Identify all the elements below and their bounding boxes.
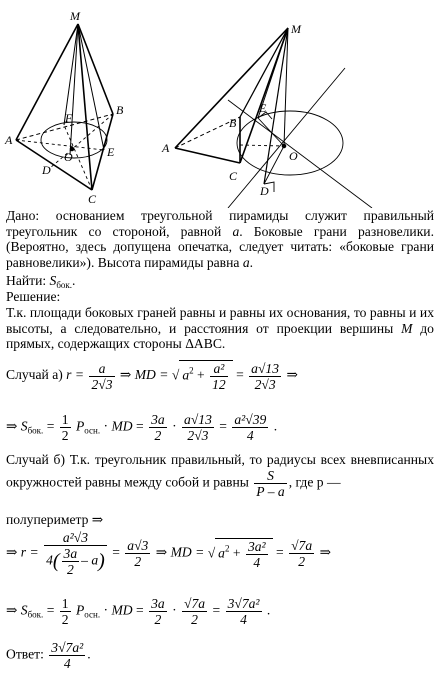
case-a-frac-1-den: 2√3 xyxy=(91,376,113,392)
given-var-a2: a xyxy=(242,254,250,270)
case-a-r: r = xyxy=(66,367,85,383)
given-text: основанием треугольной пирамиды служит правильный треугольник со стороной, равной xyxy=(6,208,435,239)
case-b-line-1 xyxy=(6,530,331,577)
case-a2-dot-2: · xyxy=(172,418,177,434)
case-a-frac-1 xyxy=(89,361,114,392)
left-pyramid-figure xyxy=(16,24,113,190)
case-a2-half xyxy=(60,412,71,443)
case-b2-end: . xyxy=(266,602,271,618)
case-b1-sq-frac xyxy=(246,539,268,570)
case-a2-arrow: ⇒ xyxy=(6,418,18,434)
case-b1-eq: = xyxy=(112,544,120,560)
case-b1-plus: + xyxy=(232,545,241,561)
case-a-arrow: ⇒ xyxy=(119,367,132,383)
case-b-frac-den: P – a xyxy=(256,483,285,499)
case-b-text: Случай б) Т.к. треугольник правильный, то радиусы всех вневписанных окружностей равны между собой и равны xyxy=(6,452,434,490)
given-var-a: a xyxy=(232,223,240,239)
given-dot: . xyxy=(249,254,254,270)
case-b1-inner-frac xyxy=(62,546,80,577)
find-label: Найти: xyxy=(6,273,47,288)
case-a-md: MD = xyxy=(134,367,169,383)
right-pyramid-figure xyxy=(175,28,372,208)
case-a2-end: . xyxy=(273,418,278,434)
case-b1-inner-den: 2 xyxy=(62,561,80,577)
answer-line xyxy=(6,640,91,671)
solution-text: Т.к. площади боковых граней равны и равны их основания, то равны и их высоты, а следовательно, и расстояния от проекции вершины xyxy=(6,305,434,336)
case-a2-md: MD xyxy=(111,418,133,434)
case-b2-dot: · xyxy=(103,602,109,618)
case-b2-half xyxy=(60,596,71,627)
left-label-d: D xyxy=(42,163,51,177)
case-b2-f1-den: 2 xyxy=(149,611,167,627)
case-a2-eq2: = xyxy=(136,418,144,434)
case-a2-eq3: = xyxy=(219,418,227,434)
answer-den: 4 xyxy=(49,655,85,671)
case-b2-eq2: = xyxy=(136,602,144,618)
right-label-e: E xyxy=(259,101,267,115)
case-b2-eq3: = xyxy=(212,602,221,618)
case-a2-f2-num: a√13 xyxy=(184,412,212,427)
case-b2-f2-den: 2 xyxy=(182,611,207,627)
figures xyxy=(0,0,441,208)
case-a-frac-2-den: 12 xyxy=(212,377,226,392)
left-label-b: B xyxy=(116,103,124,117)
case-b1-r-frac xyxy=(289,538,314,569)
case-b1-r: r = xyxy=(20,544,39,560)
case-a-sqrt: √ $a^2$ + $\frac{\text{a²}}{12}$ xyxy=(172,360,233,392)
solution-label: Решение: xyxy=(6,289,61,304)
right-label-a: A xyxy=(162,141,170,155)
left-label-c: C xyxy=(88,192,97,206)
case-b2-sub: бок. xyxy=(27,609,44,620)
case-b-frac xyxy=(254,468,286,499)
case-b1-big-num: a²√3 xyxy=(62,530,89,545)
case-a2-psub: осн. xyxy=(84,425,101,436)
case-b1-f-num: a√3 xyxy=(127,538,149,553)
case-b2-f1 xyxy=(149,596,167,627)
case-a2-half-den: 2 xyxy=(61,428,69,443)
case-a2-f3 xyxy=(232,412,268,443)
left-label-f: F xyxy=(65,111,73,125)
case-b1-sq-den: 4 xyxy=(246,554,268,570)
case-b2-eq: = xyxy=(46,602,55,618)
case-b2-f1-num: 3a xyxy=(151,596,165,611)
solution-paragraph xyxy=(6,305,434,352)
case-b1-frac xyxy=(125,538,150,569)
case-b2-f2-num: √7a xyxy=(184,596,206,611)
case-a-label: Случай а) xyxy=(6,367,63,383)
case-a2-f2-den: 2√3 xyxy=(182,427,214,443)
case-a2-f3-num: a²√39 xyxy=(234,412,267,427)
case-b2-half-num: 1 xyxy=(61,596,69,611)
case-b2-half-den: 2 xyxy=(61,612,69,627)
case-b1-big-frac xyxy=(44,530,107,577)
find-s: S xyxy=(49,273,57,288)
case-b2-p: P xyxy=(75,602,85,618)
case-a2-dot: · xyxy=(103,418,109,434)
case-b1-arrow: ⇒ xyxy=(6,544,18,560)
case-a2-p: P xyxy=(75,418,85,434)
case-b-paragraph xyxy=(6,452,434,499)
case-b1-sqrt: √ $a^2$ + $\frac{\text{3a²}}{4}$ xyxy=(208,538,273,570)
case-b1-minus-a: – a xyxy=(81,552,99,568)
case-a2-sub: бок. xyxy=(27,425,44,436)
case-b2-f3-den: 4 xyxy=(226,611,262,627)
answer-end: . xyxy=(87,646,91,662)
case-b-frac-num: S xyxy=(267,467,274,483)
find-dot: . xyxy=(72,273,76,288)
left-label-e: E xyxy=(107,145,115,159)
case-a-frac-3 xyxy=(249,361,281,392)
case-b2-f2 xyxy=(182,596,207,627)
case-b1-big-den-4: 4 xyxy=(46,552,53,568)
given-paragraph xyxy=(6,208,434,270)
case-a-sqrt-plus: + xyxy=(197,367,205,383)
case-b1-r-den: 2 xyxy=(289,553,314,569)
case-a2-half-num: 1 xyxy=(61,412,69,427)
case-a-frac-2-num: a² xyxy=(213,361,225,376)
case-b1-md: MD = xyxy=(170,544,205,560)
case-a2-s: S xyxy=(20,418,28,434)
case-a-frac-2 xyxy=(210,361,228,392)
case-a-frac-1-num: a xyxy=(98,360,106,376)
case-b2-psub: осн. xyxy=(84,609,101,620)
case-a-frac-3-num: a√13 xyxy=(251,360,280,376)
case-b1-inner-num: 3a xyxy=(63,546,78,561)
case-a2-eq: = xyxy=(46,418,55,434)
case-b2-s: S xyxy=(20,602,28,618)
given-label: Дано: xyxy=(6,208,40,223)
solution-text-2: до прямых, содержащих стороны ΔABC. xyxy=(6,320,434,351)
case-b1-sq-a: a xyxy=(218,545,225,561)
case-b1-f-den: 2 xyxy=(125,553,150,569)
right-label-m: M xyxy=(291,22,301,36)
case-b1-sq-num: 3a² xyxy=(247,538,266,554)
case-a-line-1 xyxy=(6,360,298,392)
case-b-text-3: полупериметр ⇒ xyxy=(6,512,104,527)
case-a-eq: = xyxy=(236,367,244,383)
case-b2-md: MD xyxy=(111,602,133,618)
find-sub: бок. xyxy=(56,280,73,290)
solution-m: M xyxy=(401,320,413,336)
case-a2-f3-den: 4 xyxy=(232,427,268,443)
left-label-o: O xyxy=(64,150,73,164)
case-b2-f3-num: 3√7a² xyxy=(227,596,260,611)
right-label-b: B xyxy=(229,116,237,130)
answer-frac xyxy=(49,640,85,671)
case-b1-arrow-2: ⇒ xyxy=(155,544,168,560)
right-label-o: O xyxy=(289,149,298,163)
right-label-c: C xyxy=(229,169,238,183)
left-label-a: A xyxy=(5,133,13,147)
case-a2-f1-den: 2 xyxy=(149,427,167,443)
left-label-m: M xyxy=(70,9,80,23)
right-label-d: D xyxy=(260,184,269,198)
case-b1-r-num: √7a xyxy=(291,538,313,553)
case-a2-f2 xyxy=(182,412,214,443)
case-b-text-2: , где p — xyxy=(288,474,341,490)
case-a-arrow-2: ⇒ xyxy=(286,367,298,383)
case-b-line-2 xyxy=(6,596,270,627)
answer-num: 3√7a² xyxy=(51,640,84,655)
case-a2-f1 xyxy=(149,412,167,443)
case-b1-eq2: = xyxy=(276,544,284,560)
case-a-line-2 xyxy=(6,412,277,443)
case-b2-f3 xyxy=(226,596,262,627)
case-b2-dot-2: · xyxy=(172,602,177,618)
case-b2-arrow: ⇒ xyxy=(6,602,18,618)
case-a-frac-3-den: 2√3 xyxy=(249,376,281,392)
case-b1-arrow-3: ⇒ xyxy=(319,544,331,560)
case-a-sqrt-a: a xyxy=(182,367,190,383)
answer-label: Ответ: xyxy=(6,646,44,662)
case-b1-big-den: 4( $\frac{3a}{2}$ – a) xyxy=(46,546,105,577)
case-a2-f1-num: 3a xyxy=(151,412,165,427)
given-text-2: . Боковые грани разновелики. (Вероятно, здесь допущена опечатка, следует читать: «боковые грани равновелики»). Высота пирамиды равна xyxy=(6,223,434,270)
